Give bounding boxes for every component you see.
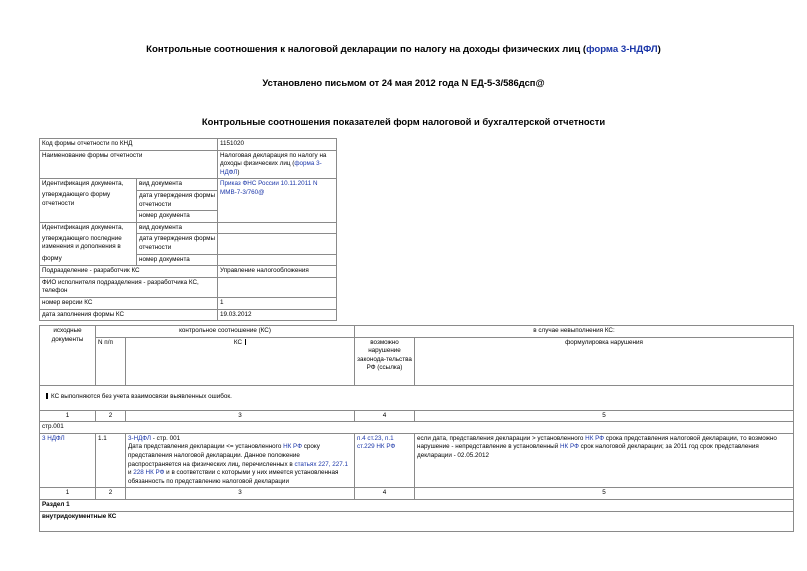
- bullet-icon: [46, 393, 48, 399]
- header-row-2: N п/п КС возможно нарушение законода-тельства РФ (ссылка) формулировка нарушения: [40, 337, 794, 385]
- meta-row-fill-date: дата заполнения формы КС 19.03.2012: [40, 309, 337, 321]
- table-row: 3 НДФЛ 1.1 3-НДФЛ - стр. 001 Дата представления декларации <= установленного НК РФ сроку представления налоговой декларации. Данное положение распространяется на физических лиц, перечисленных в статьях 227, 227.1 и 228 НК РФ и в соответствии с которыми у них имеется установленная обязанность по представлению налоговой декларации п.4 ст.23, п.1 ст.229 НК РФ если дата, представления декларации > установленного НК РФ срока представления налоговой декларации, то возможно нарушение - непредставление в установленный НК РФ срок налоговой декларации; за 2011 год срок представления декларации - 02.05.2012: [40, 433, 794, 488]
- meta-row-author: ФИО исполнителя подразделения - разработчика КС, телефон: [40, 277, 337, 297]
- section-1-row: Раздел 1: [40, 499, 794, 511]
- numbers-row: 1 2 3 4 5: [40, 410, 794, 422]
- meta-row-change-type: Идентификация документа, вид документа: [40, 222, 337, 234]
- order-link[interactable]: Приказ ФНС России 10.11.2011 N ММВ-7-3/760@: [220, 180, 318, 196]
- meta-row-change-number: форму номер документа: [40, 254, 337, 266]
- wording-nk-link-2[interactable]: НК РФ: [559, 443, 579, 451]
- wording-nk-link[interactable]: НК РФ: [585, 434, 605, 442]
- ks-form-link[interactable]: 3-НДФЛ: [128, 434, 151, 442]
- document-subtitle: Установлено письмом от 24 мая 2012 года N ЕД-5-3/586дсп@: [262, 77, 545, 88]
- law-link[interactable]: п.4 ст.23, п.1 ст.229 НК РФ: [357, 434, 396, 451]
- meta-row-knd: Код формы отчетности по КНД 1151020: [40, 139, 337, 151]
- document-title: Контрольные соотношения к налоговой декларации по налогу на доходы физических лиц (форма 3-НДФЛ): [146, 44, 661, 55]
- section-row: стр.001: [40, 422, 794, 434]
- articles-link[interactable]: статьях 227, 227.1: [294, 460, 348, 468]
- inner-ks-row: внутридокументные КС: [40, 511, 794, 531]
- article-228-link[interactable]: 228 НК РФ: [133, 469, 165, 477]
- meta-row-approve-number: номер документа: [40, 211, 337, 223]
- form-link[interactable]: форма 3-НДФЛ: [586, 44, 658, 55]
- nk-link[interactable]: НК РФ: [283, 443, 302, 451]
- meta-row-approve-date: утверждающего форму отчетности дата утверждения формы отчетности: [40, 190, 337, 210]
- meta-row-version: номер версии КС 1: [40, 297, 337, 309]
- header-row-1: исходные документы контрольное соотношение (КС) в случае невыполнения КС:: [40, 326, 794, 338]
- control-ratios-table: [39, 325, 794, 532]
- note-row: КС выполняются без учета взаимосвязи выявленных ошибок.: [40, 385, 794, 410]
- numbers-row-2: 1 2 3 4 5: [40, 488, 794, 500]
- name-form-link[interactable]: форма 3-НДФЛ: [220, 160, 322, 176]
- meta-row-name: Наименование формы отчетности Налоговая декларация по налогу на доходы физических лиц (форма 3-НДФЛ): [40, 150, 337, 179]
- footnote-mark-icon: [245, 339, 246, 345]
- section-title: Контрольные соотношения показателей форм налоговой и бухгалтерской отчетности: [201, 116, 606, 127]
- meta-row-approve-type: Идентификация документа, вид документа Приказ ФНС России 10.11.2011 N ММВ-7-3/760@: [40, 179, 337, 191]
- meta-row-developer: Подразделение - разработчик КС Управление налогообложения: [40, 266, 337, 278]
- source-link[interactable]: 3 НДФЛ: [42, 434, 65, 442]
- meta-row-change-date: утверждающего последние изменения и дополнения в дата утверждения формы отчетности: [40, 234, 337, 254]
- form-meta-table: [39, 138, 337, 321]
